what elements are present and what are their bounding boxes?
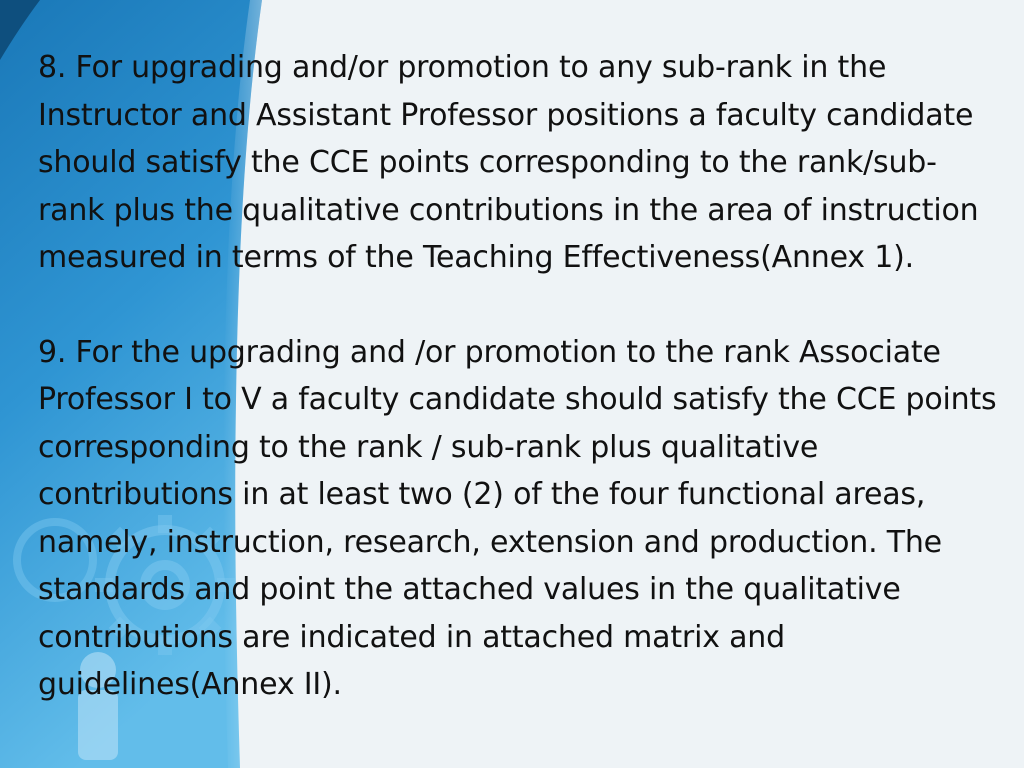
paragraph-9: 9. For the upgrading and /or promotion to the rank Associate Professor I to V a faculty candidate should satisfy the CCE points corresponding to the rank / sub-rank plus qualitative contributions in at least two (2) of the four functional areas, namely, instruction, research, extension and production. The standards and point the attached values in the qualitative contributions are indicated in attached matrix and guidelines(Annex II).: [38, 334, 997, 702]
slide-body: [38, 44, 998, 709]
paragraph-8: 8. For upgrading and/or promotion to any sub-rank in the Instructor and Assistant Professor positions a faculty candidate should satisfy the CCE points corresponding to the rank/sub-rank plus the qualitative contributions in the area of instruction measured in terms of the Teaching Effectiveness(Annex 1).: [38, 50, 979, 275]
